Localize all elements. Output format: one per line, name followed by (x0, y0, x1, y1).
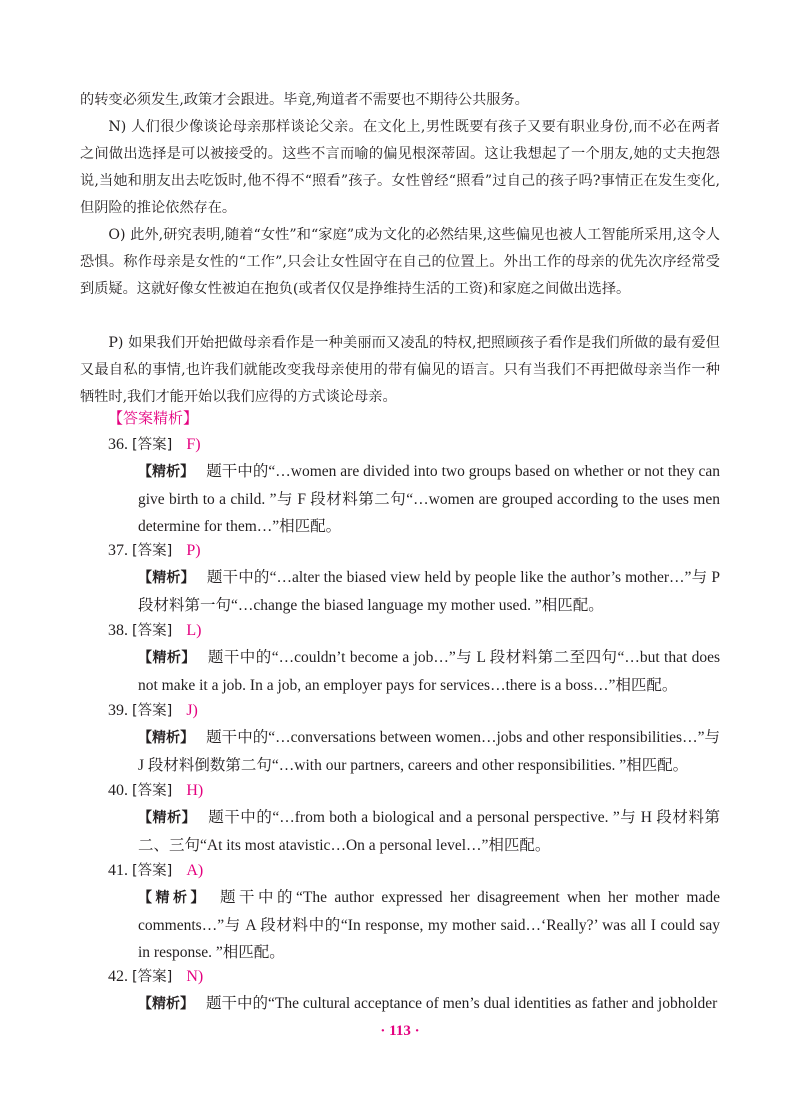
paragraph-p: P) 如果我们开始把做母亲看作是一种美丽而又凌乱的特权,把照顾孩子看作是我们所做的最有爱但又最自私的事情,也许我们就能改变我母亲使用的带有偏见的语言。只有当我们不再把做母亲当作一种牺牲时,我们才能开始以我们应得的方式谈论母亲。 (80, 335, 720, 405)
question-number: 39. (108, 702, 128, 719)
analysis-40 (138, 804, 720, 859)
answer-analysis-heading: 【答案精析】 (108, 409, 199, 427)
analysis-39 (138, 724, 720, 779)
analysis-tag: 【精析】 (138, 650, 196, 666)
answer-tag: [答案] (132, 623, 173, 639)
question-number: 36. (108, 436, 128, 453)
analysis-text: 题干中的“The author expressed her disagreement when her mother made comments…”与 A 段材料中的“In response, my mother said…‘Really?’ was all I could say in response. ”相匹配。 (138, 889, 720, 961)
answer-tag: [答案] (132, 437, 173, 453)
answer-letter: N) (186, 968, 204, 985)
question-number: 37. (108, 542, 128, 559)
answer-tag: [答案] (132, 783, 173, 799)
answer-letter: P) (186, 542, 201, 559)
question-number: 41. (108, 862, 128, 879)
question-number: 38. (108, 622, 128, 639)
paragraph-continuation: 的转变必须发生,政策才会跟进。毕竟,殉道者不需要也不期待公共服务。 (80, 92, 529, 108)
answer-letter: L) (186, 622, 202, 639)
analysis-text: 题干中的“…conversations between women…jobs and other responsibilities…”与 J 段材料倒数第二句“…with our partners, careers and other responsibilities. ”相匹配。 (138, 729, 720, 774)
analysis-text: 题干中的“…women are divided into two groups based on whether or not they can give birth to a child. ”与 F 段材料第二句“…women are grouped according to the uses men determine for them…”相匹配。 (138, 463, 721, 535)
analysis-36 (138, 458, 720, 540)
analysis-38 (138, 644, 720, 699)
answer-letter: A) (186, 862, 204, 879)
analysis-text: 题干中的“…alter the biased view held by people like the author’s mother…”与 P 段材料第一句“…change the biased language my mother used. ”相匹配。 (138, 569, 720, 614)
paragraph-n: N) 人们很少像谈论母亲那样谈论父亲。在文化上,男性既要有孩子又要有职业身份,而不必在两者之间做出选择是可以被接受的。这些不言而喻的偏见根深蒂固。这让我想起了一个朋友,她的丈夫抱怨说,当她和朋友出去吃饭时,他不得不“照看”孩子。女性曾经“照看”过自己的孩子吗?事情正在发生变化,但阴险的推论依然存在。 (80, 119, 720, 216)
question-number: 42. (108, 968, 128, 985)
answer-36 (108, 432, 201, 458)
analysis-37 (138, 564, 720, 619)
question-number: 40. (108, 782, 128, 799)
analysis-41 (138, 884, 720, 966)
answer-40 (108, 778, 203, 804)
answer-letter: H) (186, 782, 204, 799)
page-number: · 113 · (380, 1023, 420, 1039)
answer-39 (108, 698, 198, 724)
answer-38 (108, 618, 201, 644)
analysis-tag: 【精析】 (138, 996, 194, 1012)
analysis-42 (138, 990, 720, 1018)
analysis-text: 题干中的“The cultural acceptance of men’s dual identities as father and jobholder (206, 995, 718, 1012)
analysis-tag: 【精析】 (138, 730, 195, 746)
analysis-tag: 【精析】 (138, 890, 209, 906)
answer-tag: [答案] (132, 969, 173, 985)
paragraph-o: O) 此外,研究表明,随着“女性”和“家庭”成为文化的必然结果,这些偏见也被人工智能所采用,这令人恐惧。称作母亲是女性的“工作”,只会让女性固守在自己的位置上。外出工作的母亲的优先次序经常受到质疑。这就好像女性被迫在抱负(或者仅仅是挣维持生活的工资)和家庭之间做出选择。 (80, 227, 720, 297)
analysis-tag: 【精析】 (138, 810, 197, 826)
analysis-tag: 【精析】 (138, 570, 195, 586)
answer-letter: F) (186, 436, 201, 453)
answer-42 (108, 964, 203, 990)
answer-tag: [答案] (132, 543, 173, 559)
analysis-text: 题干中的“…couldn’t become a job…”与 L 段材料第二至四句“…but that does not make it a job. In a job, an employer pays for services…there is a boss…”相匹配。 (138, 649, 721, 694)
answer-tag: [答案] (132, 703, 173, 719)
analysis-text: 题干中的“…from both a biological and a personal perspective. ”与 H 段材料第二、三句“At its most atavistic…On a personal level…”相匹配。 (138, 809, 720, 854)
answer-37 (108, 538, 201, 564)
analysis-tag: 【精析】 (138, 464, 195, 480)
answer-letter: J) (186, 702, 198, 719)
answer-tag: [答案] (132, 863, 173, 879)
answer-41 (108, 858, 203, 884)
